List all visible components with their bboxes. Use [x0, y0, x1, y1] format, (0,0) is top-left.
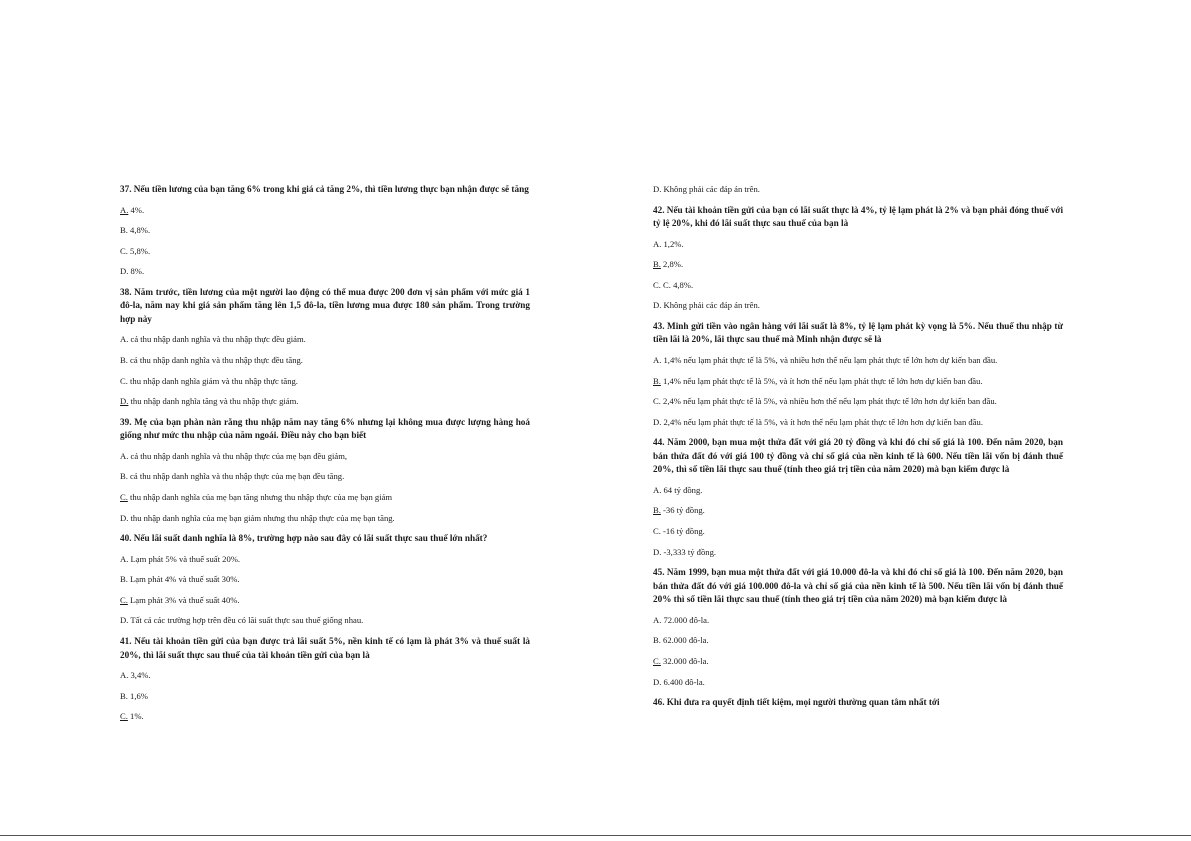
- option-text: cả thu nhập danh nghĩa và thu nhập thực của mẹ bạn đều giảm,: [128, 450, 348, 461]
- option-letter: D.: [653, 184, 662, 194]
- answer-marker: C.: [653, 655, 661, 666]
- question-42: [653, 204, 1063, 312]
- option-text: 6.400 đô-la.: [661, 676, 705, 687]
- option-text: Lạm phát 4% và thuế suất 30%.: [127, 574, 240, 585]
- option-text: 1,4% nếu lạm phát thực tế là 5%, và ít hơn thế nếu lạm phát thực tế lớn hơn dự kiến ban đầu.: [660, 375, 983, 386]
- option-d: [120, 265, 530, 277]
- option-text: cả thu nhập danh nghĩa và thu nhập thực đều giảm.: [128, 334, 306, 345]
- option-letter: B.: [120, 690, 128, 701]
- option-text: 2,4% nếu lạm phát thực tế là 5%, và ít hơn thế nếu lạm phát thực tế lớn hơn dự kiến ban đầu.: [661, 416, 983, 427]
- option-d: [653, 299, 1063, 311]
- option-letter: A.: [653, 614, 662, 625]
- answer-marker: C.: [120, 491, 128, 502]
- option-text: Không phải các đáp án trên.: [661, 300, 760, 311]
- option-text: thu nhập danh nghĩa của mẹ bạn giảm nhưng thu nhập thực của mẹ bạn tăng.: [128, 512, 395, 523]
- option-a: [120, 333, 530, 345]
- option-a: [653, 614, 1063, 626]
- option-letter: A.: [120, 670, 129, 680]
- option-letter: A.: [120, 553, 129, 564]
- right-column: [653, 183, 1063, 717]
- answer-marker: B.: [653, 375, 661, 386]
- option-text: Lạm phát 5% và thuế suất 20%.: [128, 553, 241, 564]
- option-letter: C.: [653, 396, 661, 407]
- option-letter: D.: [653, 416, 662, 427]
- question-38: [120, 286, 530, 407]
- option-letter: D.: [120, 266, 129, 277]
- option-letter: B.: [120, 471, 128, 482]
- option-text: Không phải các đáp án trên.: [661, 184, 760, 194]
- option-text: 64 tỷ đồng.: [661, 484, 703, 495]
- option-text: 2,8%.: [660, 259, 684, 270]
- question-46: [653, 696, 1063, 710]
- question-44: [653, 436, 1063, 557]
- option-text: 1,2%.: [661, 238, 684, 249]
- option-text: thu nhập danh nghĩa của mẹ bạn tăng nhưng thu nhập thực của mẹ bạn giảm: [127, 491, 393, 502]
- option-letter: A.: [653, 354, 662, 365]
- option-text: Tất cả các trường hợp trên đều có lãi suất thực sau thuế giống nhau.: [128, 615, 364, 626]
- option-a: [120, 204, 530, 216]
- page-bottom-divider: [0, 835, 1191, 836]
- option-b: [120, 690, 530, 702]
- option-a: [653, 484, 1063, 496]
- option-letter: B.: [120, 354, 128, 365]
- option-d: [120, 512, 530, 524]
- option-letter: D.: [120, 615, 129, 626]
- option-letter: A.: [653, 238, 662, 249]
- option-b: [653, 375, 1063, 387]
- option-text: thu nhập danh nghĩa tăng và thu nhập thực giảm.: [128, 396, 299, 407]
- option-a: [120, 553, 530, 565]
- option-a: [120, 450, 530, 462]
- option-text: 4%.: [128, 204, 145, 215]
- question-39: [120, 416, 530, 524]
- answer-marker: B.: [653, 259, 661, 270]
- option-d: [653, 546, 1063, 558]
- question-text: 42. Nếu tài khoản tiền gửi của bạn có lãi suất thực là 4%, tỷ lệ lạm phát là 2% và bạn phải đóng thuế với tỷ lệ 20%, khi đó lãi suất thực sau thuế của bạn là: [653, 204, 1063, 229]
- option-letter: B.: [653, 635, 661, 646]
- option-c: [120, 375, 530, 387]
- option-c: [653, 525, 1063, 537]
- option-letter: A.: [653, 484, 662, 495]
- question-40: [120, 532, 530, 626]
- option-d: [653, 183, 1063, 195]
- option-text: thu nhập danh nghĩa giảm và thu nhập thực tăng.: [127, 375, 298, 386]
- option-c: [120, 491, 530, 503]
- answer-marker: C.: [120, 711, 128, 722]
- option-text: -36 tỷ đồng.: [660, 505, 705, 516]
- option-b: [120, 224, 530, 236]
- question-text: 40. Nếu lãi suất danh nghĩa là 8%, trường hợp nào sau đây có lãi suất thực sau thuế lớn nhất?: [120, 533, 488, 544]
- option-text: 62.000 đô-la.: [660, 635, 709, 646]
- option-letter: D.: [653, 676, 662, 687]
- question-text: 37. Nếu tiền lương của bạn tăng 6% trong khi giá cả tăng 2%, thì tiền lương thực bạn nhận được sẽ tăng: [120, 184, 529, 194]
- option-a: [653, 238, 1063, 250]
- question-37: [120, 183, 530, 277]
- answer-marker: A.: [120, 204, 129, 215]
- option-c: [120, 710, 530, 722]
- option-text: -16 tỷ đồng.: [660, 526, 705, 537]
- option-letter: B.: [120, 225, 128, 236]
- option-b: [653, 258, 1063, 270]
- option-d: [120, 614, 530, 626]
- option-b: [120, 354, 530, 366]
- option-text: 72.000 đô-la.: [661, 614, 710, 625]
- question-text: 45. Năm 1999, bạn mua một thửa đất với giá 10.000 đô-la và khi đó chỉ số giá là 100. Đến năm 2020, bạn bán thửa đất đó với giá 100.000 đô-la và chỉ số giá của nền kinh tế là 500. Nếu tiền lãi vốn bị đánh thuế 20% thì số tiền lãi thực sau thuế (tính theo giá trị tiền của năm 2020) mà bạn kiếm được là: [653, 567, 1063, 605]
- option-text: 3,4%.: [128, 670, 151, 680]
- option-letter: C.: [120, 245, 128, 256]
- option-d: [120, 395, 530, 407]
- option-letter: A.: [120, 450, 129, 461]
- option-a: [653, 354, 1063, 366]
- option-letter: C.: [120, 375, 128, 386]
- option-b: [653, 504, 1063, 516]
- option-b: [653, 634, 1063, 646]
- question-text: 46. Khi đưa ra quyết định tiết kiệm, mọi người thường quan tâm nhất tới: [653, 697, 940, 708]
- question-text: 38. Năm trước, tiền lương của một người lao động có thể mua được 200 đơn vị sản phẩm với mức giá 1 đô-la, năm nay khi giá sản phẩm tăng lên 1,5 đô-la, tiền lương mua được 180 sản phẩm. Trong trường hợp này: [120, 286, 530, 324]
- option-text: 32.000 đô-la.: [660, 655, 709, 666]
- option-b: [120, 470, 530, 482]
- option-c: [653, 395, 1063, 407]
- option-c: [653, 655, 1063, 667]
- option-text: 5,8%.: [127, 245, 151, 256]
- question-text: 43. Minh gửi tiền vào ngân hàng với lãi suất là 8%, tỷ lệ lạm phát kỳ vọng là 5%. Nếu thuế thu nhập từ tiền lãi là 20%, lãi thực sau thuế mà Minh nhận được sẽ là: [653, 320, 1063, 345]
- option-text: Lạm phát 3% và thuế suất 40%.: [127, 594, 240, 605]
- left-column: [120, 183, 530, 731]
- question-text: 41. Nếu tài khoản tiền gửi của bạn được trả lãi suất 5%, nền kinh tế có lạm là phát 3% và thuế suất là 20%, thì lãi suất thực sau thuế của tài khoản tiền gửi của bạn là: [120, 636, 530, 660]
- question-41-continued: [653, 183, 1063, 195]
- answer-marker: B.: [653, 505, 661, 516]
- question-text: 44. Năm 2000, bạn mua một thửa đất với giá 20 tỷ đồng và khi đó chỉ số giá là 100. Đến năm 2020, bạn bán thửa đất đó với giá 100 tỷ đồng và chỉ số giá của nền kinh tế là 600. Nếu tiền lãi vốn bị đánh thuế 20%, thì số tiền lãi thực sau thuế (tính theo giá trị tiền của năm 2020) mà bạn kiếm được là: [653, 437, 1063, 475]
- option-c: [120, 594, 530, 606]
- option-text: -3,333 tỷ đồng.: [661, 546, 717, 557]
- option-letter: D.: [120, 512, 129, 523]
- option-c: [120, 245, 530, 257]
- option-letter: D.: [653, 546, 662, 557]
- option-text: 1%.: [127, 711, 144, 722]
- question-43: [653, 320, 1063, 428]
- option-text: 1,4% nếu lạm phát thực tế là 5%, và nhiều hơn thế nếu lạm phát thực tế lớn hơn dự kiến ban đầu.: [661, 354, 998, 365]
- option-b: [120, 573, 530, 585]
- answer-marker: C.: [120, 594, 128, 605]
- option-letter: D.: [653, 300, 662, 311]
- option-letter: C.: [653, 279, 661, 290]
- option-text: C. 4,8%.: [660, 279, 694, 290]
- option-text: cả thu nhập danh nghĩa và thu nhập thực của mẹ bạn đều tăng.: [127, 471, 345, 482]
- option-letter: A.: [120, 334, 129, 345]
- question-41: [120, 635, 530, 722]
- option-c: [653, 279, 1063, 291]
- option-text: 4,8%.: [127, 225, 151, 236]
- option-text: cả thu nhập danh nghĩa và thu nhập thực đều tăng.: [127, 354, 303, 365]
- option-text: 1,6%: [127, 690, 148, 701]
- option-letter: B.: [120, 574, 128, 585]
- option-text: 8%.: [128, 266, 145, 277]
- question-text: 39. Mẹ của bạn phàn nàn rằng thu nhập năm nay tăng 6% nhưng lại không mua được lượng hàng hoá giống như mức thu nhập của năm ngoái. Điều này cho bạn biết: [120, 416, 530, 441]
- question-45: [653, 566, 1063, 687]
- option-a: [120, 669, 530, 681]
- option-d: [653, 676, 1063, 688]
- option-d: [653, 416, 1063, 428]
- option-letter: C.: [653, 526, 661, 537]
- answer-marker: D.: [120, 396, 129, 407]
- option-text: 2,4% nếu lạm phát thực tế là 5%, và nhiều hơn thế nếu lạm phát thực tế lớn hơn dự kiến ban đầu.: [660, 396, 997, 407]
